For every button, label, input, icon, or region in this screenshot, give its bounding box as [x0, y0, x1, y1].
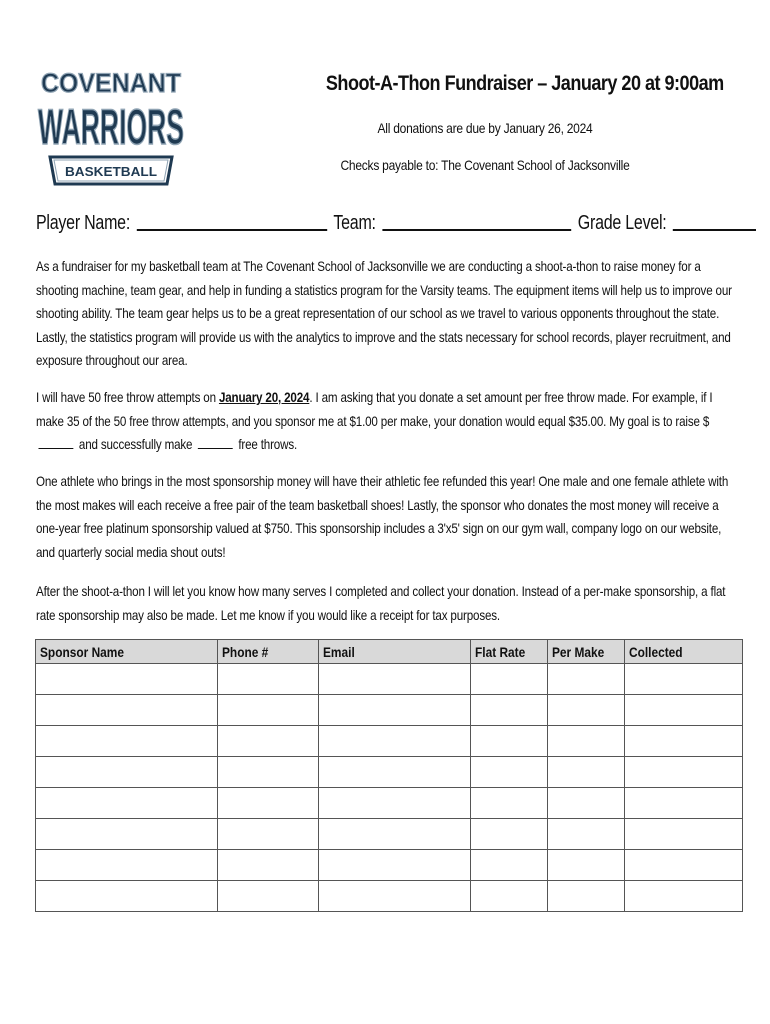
collected-cell[interactable]	[625, 850, 743, 881]
collected-cell[interactable]	[625, 695, 743, 726]
phone-cell[interactable]	[217, 757, 319, 788]
per-make-cell[interactable]	[547, 881, 625, 912]
col-per-make: Per Make	[547, 640, 625, 664]
page-title: Shoot-A-Thon Fundraiser – January 20 at 9:00am	[325, 72, 724, 95]
team-label: Team:	[333, 212, 376, 234]
per-make-cell[interactable]	[547, 664, 625, 695]
player-name-field[interactable]	[137, 213, 327, 231]
p2-text-d: free throws.	[238, 436, 298, 453]
sponsor-name-cell[interactable]	[36, 664, 218, 695]
flat-rate-cell[interactable]	[471, 695, 547, 726]
per-make-cell[interactable]	[547, 757, 625, 788]
email-cell[interactable]	[319, 881, 471, 912]
email-cell[interactable]	[319, 757, 471, 788]
goal-amount-field[interactable]	[38, 436, 73, 449]
table-row	[36, 788, 743, 819]
donation-due-date: All donations are due by January 26, 2024	[377, 120, 593, 136]
email-cell[interactable]	[319, 695, 471, 726]
sponsor-name-cell[interactable]	[36, 881, 218, 912]
grade-level-field[interactable]	[673, 213, 756, 231]
p2-text-b: . I am asking that you donate a set amount per free throw made. For example, if I make 35 of the 50 free throw attempts, and you sponsor me at $1.00 per make, your donation would equal $35.00. My goal is to raise $	[36, 389, 713, 429]
event-date: January 20, 2024	[218, 389, 310, 405]
flat-rate-cell[interactable]	[471, 881, 547, 912]
flat-rate-cell[interactable]	[471, 819, 547, 850]
p2-text-c: and successfully make	[78, 436, 193, 453]
sponsor-name-cell[interactable]	[36, 819, 218, 850]
p2-text-a: I will have 50 free throw attempts on	[36, 389, 216, 405]
table-row	[36, 726, 743, 757]
phone-cell[interactable]	[217, 695, 319, 726]
email-cell[interactable]	[319, 850, 471, 881]
table-row	[36, 881, 743, 912]
flat-rate-cell[interactable]	[471, 757, 547, 788]
table-row	[36, 664, 743, 695]
per-make-cell[interactable]	[547, 726, 625, 757]
team-field[interactable]	[382, 213, 571, 231]
free-throw-paragraph	[36, 386, 733, 457]
sponsor-table	[35, 639, 743, 912]
checks-payable-note: Checks payable to: The Covenant School of Jacksonville	[340, 157, 630, 173]
sponsor-name-cell[interactable]	[36, 788, 218, 819]
player-name-label: Player Name:	[36, 212, 131, 234]
logo-warriors-text: WARRIORS	[38, 99, 184, 155]
phone-cell[interactable]	[217, 664, 319, 695]
sponsor-name-cell[interactable]	[36, 726, 218, 757]
table-row	[36, 757, 743, 788]
covenant-warriors-logo	[36, 64, 186, 190]
sponsor-name-cell[interactable]	[36, 850, 218, 881]
flat-rate-cell[interactable]	[471, 726, 547, 757]
phone-cell[interactable]	[217, 726, 319, 757]
sponsor-name-cell[interactable]	[36, 757, 218, 788]
grade-level-label: Grade Level:	[577, 212, 667, 234]
collection-paragraph: After the shoot-a-thon I will let you know how many serves I completed and collect your donation. Instead of a per-make sponsorship, a flat rate sponsorship may also be made. Let me know if you would like a receipt for tax purposes.	[36, 583, 726, 623]
col-sponsor-name: Sponsor Name	[36, 640, 218, 664]
col-collected: Collected	[625, 640, 743, 664]
email-cell[interactable]	[319, 726, 471, 757]
collected-cell[interactable]	[625, 757, 743, 788]
phone-cell[interactable]	[217, 819, 319, 850]
flat-rate-cell[interactable]	[471, 788, 547, 819]
prizes-paragraph: One athlete who brings in the most sponsorship money will have their athletic fee refunded this year! One male and one female athlete with the most makes will each receive a free pair of the team basketball shoes! Lastly, the sponsor who donates the most money will receive a one-year free platinum sponsorship valued at $750. This sponsorship includes a 3'x5' sign on our gym wall, company logo on our website, and quarterly social media shout outs!	[36, 473, 729, 560]
table-row	[36, 695, 743, 726]
per-make-cell[interactable]	[547, 850, 625, 881]
phone-cell[interactable]	[217, 881, 319, 912]
phone-cell[interactable]	[217, 788, 319, 819]
per-make-cell[interactable]	[547, 788, 625, 819]
flat-rate-cell[interactable]	[471, 850, 547, 881]
collected-cell[interactable]	[625, 726, 743, 757]
table-header-row	[36, 640, 743, 664]
collected-cell[interactable]	[625, 788, 743, 819]
sponsor-name-cell[interactable]	[36, 695, 218, 726]
col-flat-rate: Flat Rate	[471, 640, 547, 664]
sponsor-table-body	[36, 664, 743, 912]
per-make-cell[interactable]	[547, 695, 625, 726]
collected-cell[interactable]	[625, 664, 743, 695]
phone-cell[interactable]	[217, 850, 319, 881]
intro-paragraph: As a fundraiser for my basketball team at The Covenant School of Jacksonville we are conducting a shoot-a-thon to raise money for a shooting machine, team gear, and help in funding a statistics program for the Varsity teams. The equipment items will help us to improve our shooting ability. The team gear helps us to be a great representation of our school as we travel to various opponents throughout the state. Lastly, the statistics program will provide us with the analytics to improve and the stats necessary for school records, player recruitment, and exposure throughout our area.	[36, 258, 732, 369]
col-email: Email	[319, 640, 471, 664]
flat-rate-cell[interactable]	[471, 664, 547, 695]
table-row	[36, 850, 743, 881]
logo-basketball-text: BASKETBALL	[65, 164, 158, 179]
player-info-line	[36, 212, 667, 235]
email-cell[interactable]	[319, 788, 471, 819]
email-cell[interactable]	[319, 664, 471, 695]
email-cell[interactable]	[319, 819, 471, 850]
per-make-cell[interactable]	[547, 819, 625, 850]
goal-makes-field[interactable]	[198, 436, 233, 449]
col-phone: Phone #	[217, 640, 319, 664]
collected-cell[interactable]	[625, 881, 743, 912]
collected-cell[interactable]	[625, 819, 743, 850]
logo-covenant-text: COVENANT	[41, 68, 182, 98]
table-row	[36, 819, 743, 850]
